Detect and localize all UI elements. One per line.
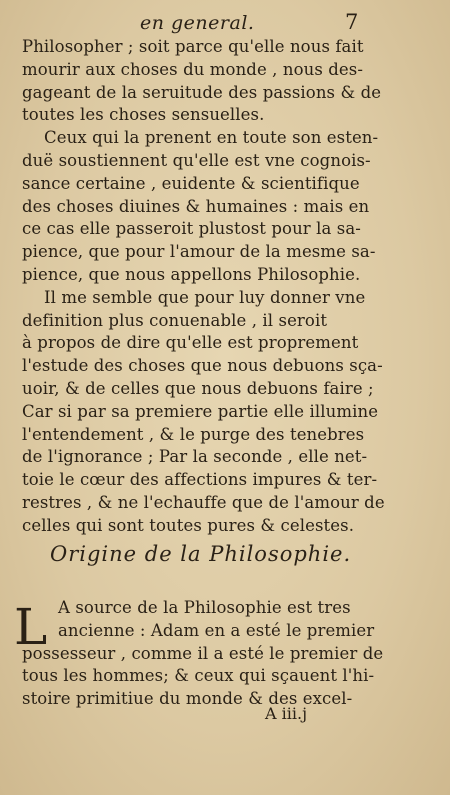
text-line: A source de la Philosophie est tres bbox=[58, 598, 351, 617]
running-title: en general. bbox=[140, 12, 255, 34]
text-line: definition plus conuenable , il seroit bbox=[22, 310, 328, 330]
text-line: toutes les choses sensuelles. bbox=[22, 105, 265, 125]
page-number: 7 bbox=[345, 10, 359, 34]
text-line: sance certaine , euidente & scientifique bbox=[22, 173, 360, 193]
text-line: Car si par sa premiere partie elle illumine bbox=[22, 401, 379, 421]
text-line: à propos de dire qu'elle est proprement bbox=[22, 333, 359, 353]
text-line: toie le cœur des affections impures & ter- bbox=[22, 470, 378, 490]
text-line: ce cas elle passeroit plustost pour la sa- bbox=[22, 219, 361, 239]
signature-mark: A iii.j bbox=[265, 704, 308, 723]
text-line: celles qui sont toutes pures & celestes. bbox=[22, 515, 355, 535]
text-line: possesseur , comme il a esté le premier de bbox=[22, 643, 384, 663]
text-line: l'entendement , & le purge des tenebres bbox=[22, 424, 365, 444]
text-line: tous les hommes; & ceux qui sçauent l'hi- bbox=[22, 666, 375, 686]
text-line: gageant de la seruitude des passions & de bbox=[22, 82, 382, 102]
drop-cap: L bbox=[14, 598, 48, 656]
text-line: ancienne : Adam en a esté le premier bbox=[58, 620, 375, 640]
text-line: des choses diuines & humaines : mais en bbox=[22, 196, 370, 216]
text-line: stoire primitiue du monde & des excel- bbox=[22, 689, 353, 709]
body-text bbox=[22, 36, 385, 538]
running-head bbox=[0, 6, 450, 36]
text-line: duë soustiennent qu'elle est vne cognois- bbox=[22, 150, 371, 170]
text-line: de l'ignorance ; Par la seconde , elle net- bbox=[22, 447, 368, 467]
text-line: uoir, & de celles que nous debuons faire ; bbox=[22, 378, 374, 398]
text-line: Ceux qui la prenent en toute son esten- bbox=[44, 128, 379, 148]
section-body bbox=[22, 597, 382, 711]
text-line: pience, que pour l'amour de la mesme sa- bbox=[22, 242, 376, 262]
text-line: Il me semble que pour luy donner vne bbox=[44, 287, 366, 307]
text-line: mourir aux choses du monde , nous des- bbox=[22, 59, 364, 79]
text-line: l'estude des choses que nous debuons sça- bbox=[22, 356, 383, 376]
text-line: Philosopher ; soit parce qu'elle nous fait bbox=[22, 37, 364, 56]
text-line: pience, que nous appellons Philosophie. bbox=[22, 264, 361, 284]
text-line: restres , & ne l'echauffe que de l'amour de bbox=[22, 492, 385, 512]
section-title: Origine de la Philosophie. bbox=[50, 542, 352, 566]
